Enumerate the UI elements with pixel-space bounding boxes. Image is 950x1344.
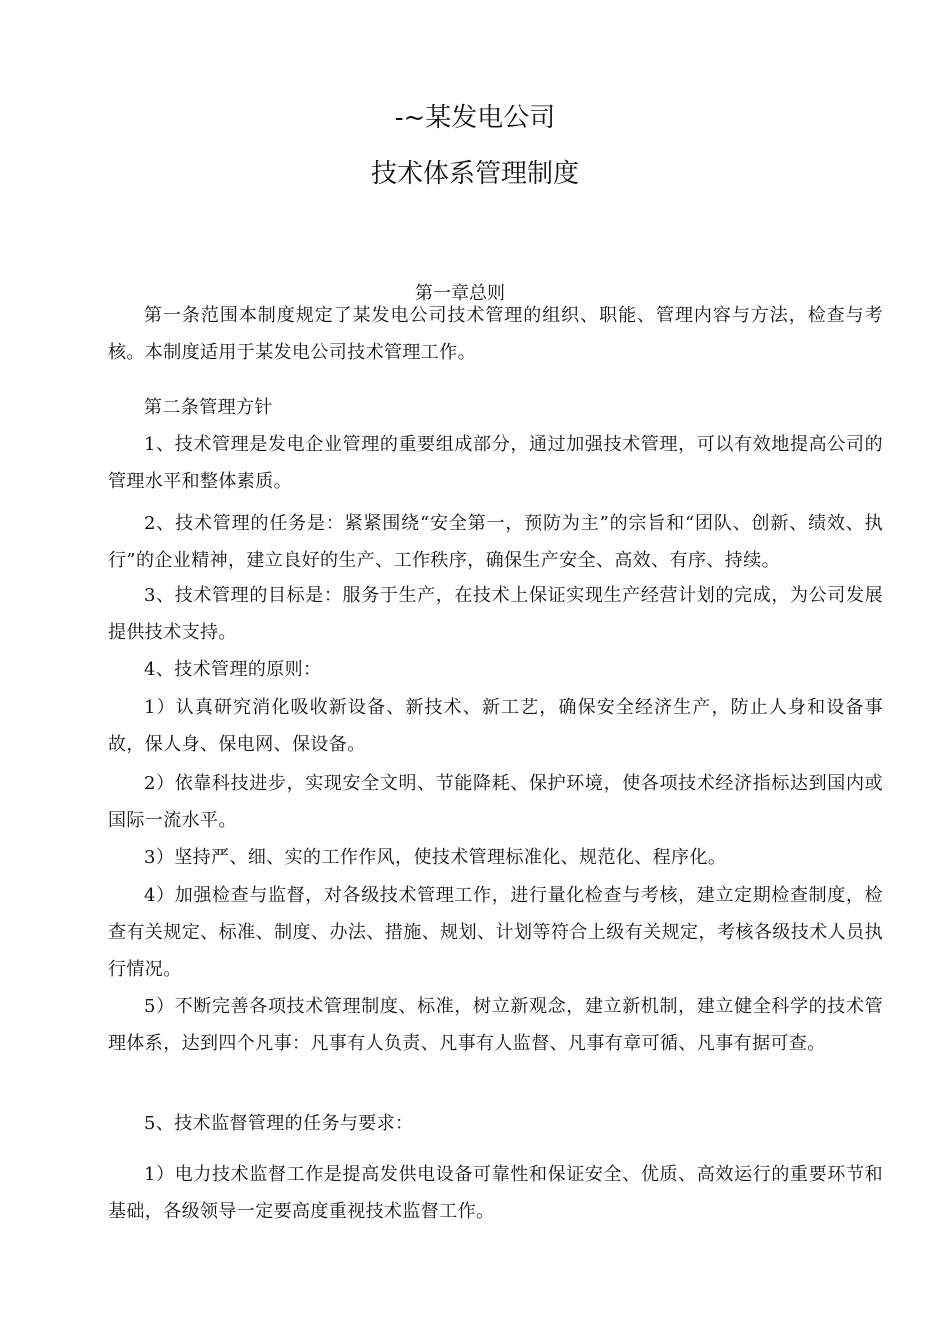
paragraph-subitem-5: 5）不断完善各项技术管理制度、标准，树立新观念，建立新机制，建立健全科学的技术管理体系，达到四个凡事：凡事有人负责、凡事有人监督、凡事有章可循、凡事有据可查。: [108, 996, 883, 1054]
paragraph-subitem-3: 3）坚持严、细、实的工作作风，使技术管理标准化、规范化、程序化。: [144, 847, 727, 868]
chapter-heading: 第一章总则: [415, 283, 505, 304]
paragraph-subitem-2: 2）依靠科技进步，实现安全文明、节能降耗、保护环境，使各项技术经济指标达到国内或国际一流水平。: [108, 773, 883, 831]
paragraph-item-4: 4、技术管理的原则：: [144, 659, 322, 680]
paragraph-item-5: 5、技术监督管理的任务与要求：: [144, 1113, 414, 1134]
paragraph-item-2: 2、技术管理的任务是：紧紧围绕“安全第一，预防为主”的宗旨和“团队、创新、绩效、执行”的企业精神，建立良好的生产、工作秩序，确保生产安全、高效、有序、持续。: [108, 513, 883, 571]
paragraph-item-1: 1、技术管理是发电企业管理的重要组成部分，通过加强技术管理，可以有效地提高公司的管理水平和整体素质。: [108, 434, 883, 492]
company-title: -~某发电公司: [394, 103, 556, 133]
document-title: 技术体系管理制度: [370, 159, 579, 189]
paragraph-item-3: 3、技术管理的目标是：服务于生产，在技术上保证实现生产经营计划的完成，为公司发展提供技术支持。: [108, 585, 883, 643]
paragraph-article-2: 第二条管理方针: [144, 397, 273, 418]
paragraph-subitem-4: 4）加强检查与监督，对各级技术管理工作，进行量化检查与考核，建立定期检查制度，检查有关规定、标准、制度、办法、措施、规划、计划等符合上级有关规定，考核各级技术人员执行情况。: [108, 885, 883, 980]
paragraph-article-1: 第一条范围本制度规定了某发电公司技术管理的组织、职能、管理内容与方法，检查与考核。本制度适用于某发电公司技术管理工作。: [108, 305, 883, 363]
paragraph-subitem-1: 1）认真研究消化吸收新设备、新技术、新工艺，确保安全经济生产，防止人身和设备事故，保人身、保电网、保设备。: [108, 697, 883, 755]
paragraph-5-subitem-1: 1）电力技术监督工作是提高发供电设备可靠性和保证安全、优质、高效运行的重要环节和基础，各级领导一定要高度重视技术监督工作。: [108, 1164, 883, 1222]
